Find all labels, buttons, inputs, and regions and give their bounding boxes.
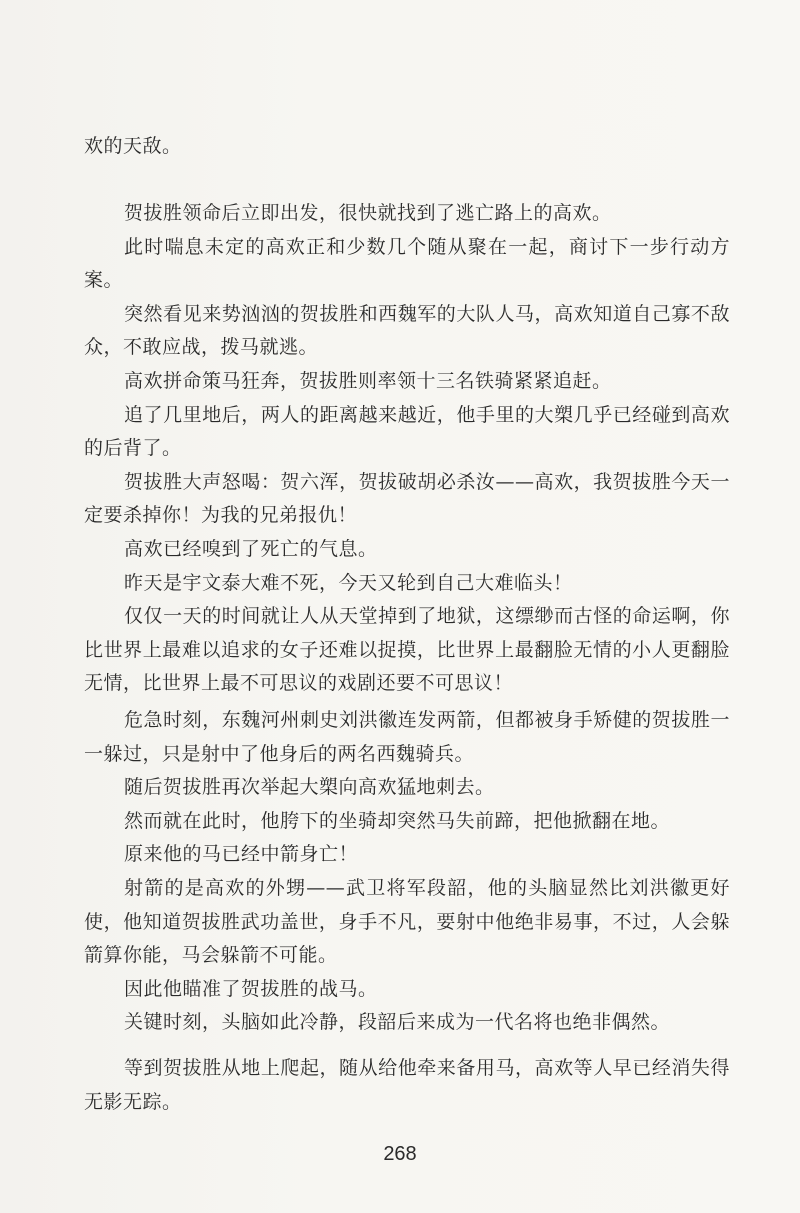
paragraph-continuation: 欢的天敌。 (84, 135, 182, 157)
paragraph: 危急时刻，东魏河州刺史刘洪徽连发两箭，但都被身手矫健的贺拔胜一一躲过，只是射中了他身后的两名西魏骑兵。 (84, 709, 730, 765)
paragraph: 高欢拼命策马狂奔，贺拔胜则率领十三名铁骑紧紧追赶。 (124, 369, 612, 392)
paragraph: 然而就在此时，他胯下的坐骑却突然马失前蹄，把他掀翻在地。 (124, 809, 671, 832)
section-1 (84, 197, 730, 701)
paragraph: 突然看见来势汹汹的贺拔胜和西魏军的大队人马，高欢知道自己寡不敌众，不敢应战，拨马就逃。 (84, 302, 730, 359)
section-3 (84, 1052, 730, 1119)
paragraph: 贺拔胜领命后立即出发，很快就找到了逃亡路上的高欢。 (124, 202, 612, 224)
opening-text (84, 130, 730, 164)
paragraph: 射箭的是高欢的外甥——武卫将军段韶，他的头脑显然比刘洪徽更好使，他知道贺拔胜武功盖世，身手不凡，要射中他绝非易事，不过，人会躲箭算你能，马会躲箭不可能。 (84, 876, 730, 967)
paragraph: 等到贺拔胜从地上爬起，随从给他牵来备用马，高欢等人早已经消失得无影无踪。 (84, 1057, 730, 1113)
paragraph: 仅仅一天的时间就让人从天堂掉到了地狱，这缥缈而古怪的命运啊，你比世界上最难以追求的女子还难以捉摸，比世界上最翻脸无情的小人更翻脸无情，比世界上最不可思议的戏剧还要不可思议！ (84, 605, 730, 695)
paragraph: 原来他的马已经中箭身亡！ (124, 843, 359, 866)
paragraph: 高欢已经嗅到了死亡的气息。 (124, 537, 378, 560)
section-2 (84, 704, 730, 1040)
paragraph: 随后贺拔胜再次举起大槊向高欢猛地刺去。 (124, 776, 495, 799)
page-number: 268 (383, 1143, 417, 1165)
paragraph: 因此他瞄准了贺拔胜的战马。 (124, 977, 378, 1000)
paragraph: 昨天是宇文泰大难不死，今天又轮到自己大难临头！ (124, 571, 573, 594)
paragraph: 此时喘息未定的高欢正和少数几个随从聚在一起，商讨下一步行动方案。 (84, 235, 730, 292)
paragraph: 追了几里地后，两人的距离越来越近，他手里的大槊几乎已经碰到高欢的后背了。 (84, 403, 730, 460)
paragraph: 关键时刻，头脑如此冷静，段韶后来成为一代名将也绝非偶然。 (124, 1011, 671, 1034)
paragraph: 贺拔胜大声怒喝：贺六浑，贺拔破胡必杀汝——高欢，我贺拔胜今天一定要杀掉你！为我的兄弟报仇！ (84, 470, 730, 527)
